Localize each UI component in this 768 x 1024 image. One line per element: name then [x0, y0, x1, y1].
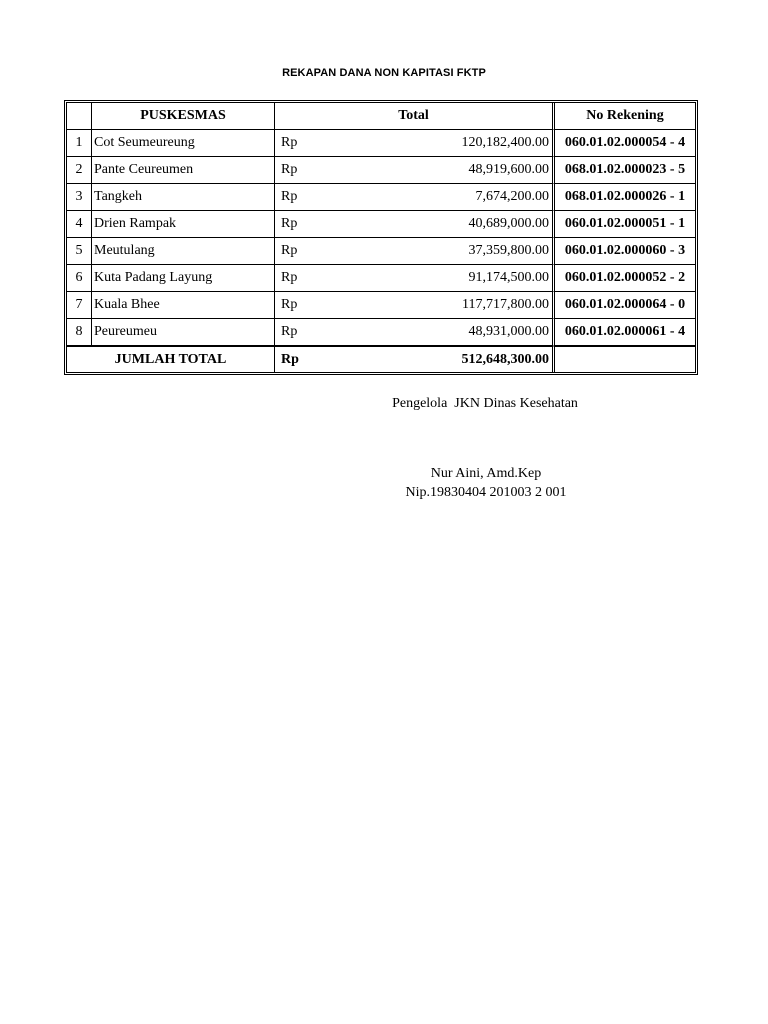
currency-label: Rp: [275, 319, 415, 346]
amount-cell: 91,174,500.00: [415, 265, 555, 292]
amount-cell: 40,689,000.00: [415, 211, 555, 238]
table-row: [67, 130, 695, 157]
recap-table: [64, 100, 698, 375]
account-number: 060.01.02.000052 - 2: [555, 265, 695, 292]
currency-label: Rp: [275, 265, 415, 292]
table-row: [67, 238, 695, 265]
amount-cell: 120,182,400.00: [415, 130, 555, 157]
total-row: [67, 346, 695, 372]
puskesmas-name: Tangkeh: [92, 184, 275, 211]
puskesmas-name: Cot Seumeureung: [92, 130, 275, 157]
header-no: [67, 103, 92, 130]
account-number: 060.01.02.000061 - 4: [555, 319, 695, 346]
total-currency-label: Rp: [275, 346, 415, 372]
row-number: 2: [67, 157, 92, 184]
puskesmas-name: Kuala Bhee: [92, 292, 275, 319]
puskesmas-name: Kuta Padang Layung: [92, 265, 275, 292]
table-row: [67, 292, 695, 319]
total-account-empty: [555, 346, 695, 372]
document-title: REKAPAN DANA NON KAPITASI FKTP: [282, 67, 486, 79]
account-number: 060.01.02.000064 - 0: [555, 292, 695, 319]
table-row: [67, 157, 695, 184]
table-header-row: [67, 103, 695, 130]
row-number: 5: [67, 238, 92, 265]
currency-label: Rp: [275, 157, 415, 184]
account-number: 060.01.02.000054 - 4: [555, 130, 695, 157]
amount-cell: 48,931,000.00: [415, 319, 555, 346]
table-body: [67, 130, 695, 372]
signature-name: Nur Aini, Amd.Kep: [430, 466, 542, 481]
puskesmas-name: Pante Ceureumen: [92, 157, 275, 184]
row-number: 8: [67, 319, 92, 346]
row-number: 3: [67, 184, 92, 211]
table-row: [67, 319, 695, 346]
amount-cell: 117,717,800.00: [415, 292, 555, 319]
currency-label: Rp: [275, 292, 415, 319]
currency-label: Rp: [275, 184, 415, 211]
header-puskesmas: PUSKESMAS: [92, 103, 275, 130]
table-row: [67, 265, 695, 292]
puskesmas-name: Drien Rampak: [92, 211, 275, 238]
row-number: 6: [67, 265, 92, 292]
account-number: 068.01.02.000023 - 5: [555, 157, 695, 184]
account-number: 068.01.02.000026 - 1: [555, 184, 695, 211]
total-label: JUMLAH TOTAL: [67, 346, 275, 372]
amount-cell: 48,919,600.00: [415, 157, 555, 184]
currency-label: Rp: [275, 211, 415, 238]
table-row: [67, 211, 695, 238]
header-total: Total: [275, 103, 555, 130]
amount-cell: 37,359,800.00: [415, 238, 555, 265]
total-amount: 512,648,300.00: [415, 346, 555, 372]
row-number: 4: [67, 211, 92, 238]
puskesmas-name: Meutulang: [92, 238, 275, 265]
header-rekening: No Rekening: [555, 103, 695, 130]
account-number: 060.01.02.000051 - 1: [555, 211, 695, 238]
signature-role-text: Pengelola JKN Dinas Kesehatan: [392, 396, 578, 411]
row-number: 7: [67, 292, 92, 319]
puskesmas-name: Peureumeu: [92, 319, 275, 346]
table-row: [67, 184, 695, 211]
amount-cell: 7,674,200.00: [415, 184, 555, 211]
account-number: 060.01.02.000060 - 3: [555, 238, 695, 265]
row-number: 1: [67, 130, 92, 157]
signature-role: [330, 396, 640, 412]
currency-label: Rp: [275, 130, 415, 157]
signature-nip: Nip.19830404 201003 2 001: [405, 485, 567, 500]
currency-label: Rp: [275, 238, 415, 265]
